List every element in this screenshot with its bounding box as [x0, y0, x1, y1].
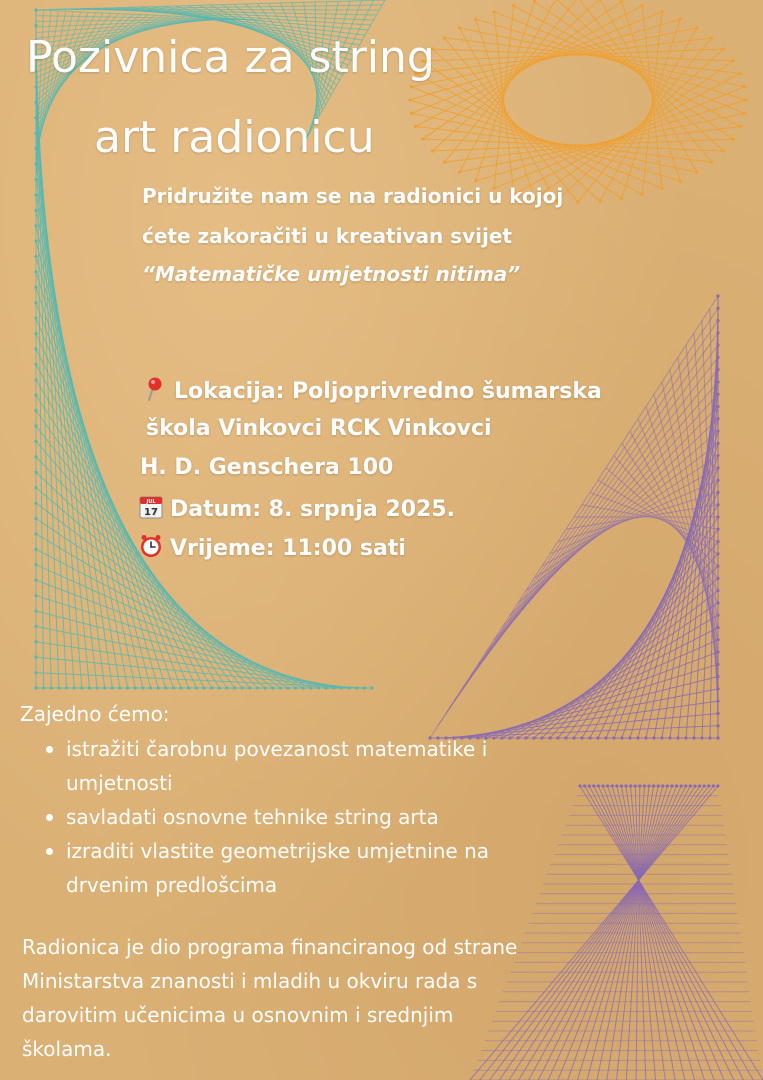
nail-pin: [34, 240, 37, 243]
nail-pin: [34, 286, 37, 289]
time-line: [138, 533, 406, 561]
nail-pin: [34, 471, 37, 474]
nail-pin: [34, 548, 37, 551]
calendar-month-label: JUL: [146, 499, 156, 505]
nail-pin: [474, 179, 477, 182]
calendar-day-label: 17: [144, 507, 158, 518]
nail-pin: [34, 640, 37, 643]
intro-line-3: “Matematičke umjetnosti nitima”: [142, 262, 521, 286]
thread-line: [36, 364, 212, 688]
thread-line: [556, 0, 723, 151]
nail-pin: [370, 686, 373, 689]
nail-pin: [34, 686, 37, 689]
goal-item-3-continuation: drvenim predlošcima: [66, 873, 278, 897]
nail-pin: [34, 224, 37, 227]
nail-pin: [710, 36, 713, 39]
nail-pin: [34, 378, 37, 381]
nail-pin: [410, 85, 413, 88]
nail-pin: [34, 424, 37, 427]
nail-pin: [641, 4, 644, 7]
funding-paragraph: [22, 930, 622, 1066]
nail-pin: [743, 85, 746, 88]
nail-pin: [474, 17, 477, 20]
thread-line: [36, 673, 364, 688]
funding-line-2: Ministarstva znanosti i mladih u okviru rada s: [22, 969, 478, 993]
nail-pin: [34, 455, 37, 458]
nail-pin: [34, 409, 37, 412]
nail-pin: [492, 10, 495, 13]
address-text: H. D. Genschera 100: [140, 455, 394, 480]
nail-pin: [34, 609, 37, 612]
goal-item-1: istražiti čarobnu povezanost matematike i: [44, 732, 489, 766]
page-title-line-1: Pozivnica za string: [26, 32, 435, 83]
nail-pin: [34, 255, 37, 258]
nail-pin: [34, 317, 37, 320]
thread-line: [36, 457, 257, 688]
nail-pin: [732, 59, 735, 62]
nail-pin: [34, 209, 37, 212]
thread-line: [566, 529, 718, 738]
nail-pin: [512, 4, 515, 7]
nail-pin: [414, 125, 417, 128]
nail-pin: [679, 17, 682, 20]
location-text-2: škola Vinkovci RCK Vinkovci: [146, 416, 492, 441]
thread-line: [550, 554, 718, 738]
thread-line: [502, 628, 718, 739]
nail-pin: [660, 10, 663, 13]
goal-item-3: izraditi vlastite geometrijske umjetnine na: [44, 834, 489, 868]
nail-pin: [34, 363, 37, 366]
nail-pin: [34, 347, 37, 350]
funding-line-1: Radionica je dio programa financiranog od strane: [22, 935, 518, 959]
intro-line-1: Pridružite nam se na radionici u kojoj: [142, 184, 564, 208]
goals-list: [44, 732, 489, 902]
location-text-1: Lokacija: Poljoprivredno šumarska: [174, 379, 602, 404]
nail-pin: [34, 517, 37, 520]
nail-pin: [34, 656, 37, 659]
nail-pin: [410, 112, 413, 115]
thread-line: [433, 0, 600, 151]
nail-pin: [443, 160, 446, 163]
nail-pin: [34, 532, 37, 535]
goal-item-2: savladati osnovne tehnike string arta: [44, 800, 489, 834]
thread-line: [423, 61, 622, 199]
nail-pin: [34, 270, 37, 273]
nail-pin: [34, 594, 37, 597]
thread-line: [494, 87, 745, 189]
nail-pin: [34, 625, 37, 628]
page-title-line-2: art radionicu: [94, 112, 375, 163]
nail-pin: [739, 72, 742, 75]
nail-pin: [34, 563, 37, 566]
nail-pin: [695, 26, 698, 29]
round-pushpin-icon: [142, 376, 168, 402]
thread-line: [36, 642, 349, 688]
nail-pin: [722, 47, 725, 50]
location-line-1: [142, 376, 602, 404]
goal-item-1-continuation: umjetnosti: [66, 771, 173, 795]
nail-pin: [620, 0, 623, 3]
calendar-icon: [138, 494, 164, 520]
purple-string-art: [428, 294, 719, 739]
nail-pin: [443, 36, 446, 39]
thread-line: [459, 28, 556, 201]
time-text: Vrijeme: 11:00 sati: [170, 536, 406, 561]
nail-pin: [34, 193, 37, 196]
orange-string-art: [408, 0, 747, 204]
nail-pin: [34, 394, 37, 397]
nail-pin: [458, 171, 461, 174]
nail-pin: [421, 137, 424, 140]
thread-line: [433, 49, 600, 201]
alarm-clock-icon: [138, 533, 164, 559]
nail-pin: [34, 440, 37, 443]
date-line: [138, 494, 455, 522]
thread-line: [535, 1, 734, 139]
thread-line: [36, 657, 357, 688]
date-text: Datum: 8. srpnja 2025.: [170, 497, 455, 522]
nail-pin: [408, 98, 411, 101]
together-label: Zajedno ćemo:: [20, 702, 170, 726]
intro-line-2: ćete zakoračiti u kreativan svijet: [142, 224, 512, 248]
nail-pin: [34, 332, 37, 335]
funding-line-3: darovitim učenicima u osnovnim i srednjim: [22, 1003, 454, 1027]
thread-line: [600, 28, 697, 201]
nail-pin: [34, 671, 37, 674]
nail-pin: [34, 486, 37, 489]
nail-pin: [533, 0, 536, 3]
nail-pin: [34, 579, 37, 582]
nail-pin: [458, 26, 461, 29]
nail-pin: [431, 149, 434, 152]
thread-line: [36, 626, 341, 688]
nail-pin: [34, 301, 37, 304]
teal-string-art: [34, 0, 385, 690]
funding-line-4: školama.: [22, 1037, 112, 1061]
nail-pin: [34, 501, 37, 504]
